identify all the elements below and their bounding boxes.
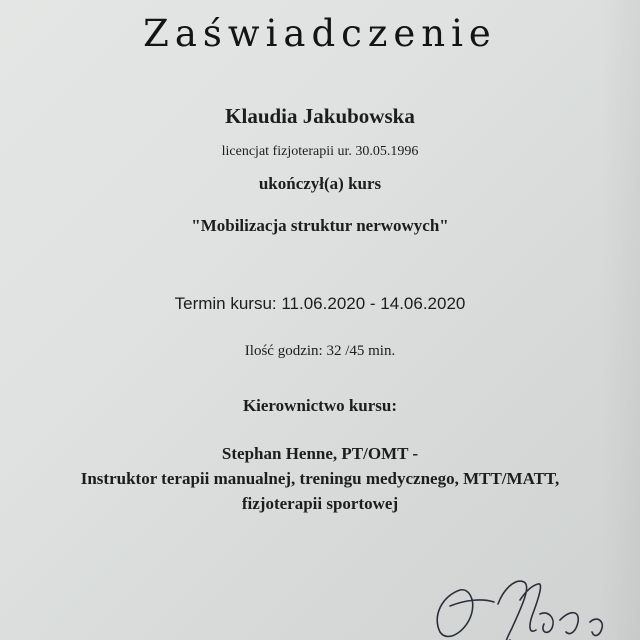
course-title: "Mobilizacja struktur nerwowych"	[191, 216, 449, 235]
signature-icon	[420, 570, 640, 640]
course-hours: Ilość godzin: 32 /45 min.	[244, 343, 396, 359]
instructor-line: Stephan Henne, PT/OMT -	[221, 444, 419, 463]
completed-line: ukończył(a) kurs	[258, 174, 382, 193]
recipient-name: Klaudia Jakubowska	[225, 104, 415, 128]
license-line: licencjat fizjoterapii ur. 30.05.1996	[221, 144, 419, 159]
paper-shading	[600, 0, 640, 640]
management-heading: Kierownictwo kursu:	[242, 396, 398, 415]
instructor-line: fizjoterapii sportowej	[241, 494, 399, 513]
certificate-title: Zaświadczenie	[143, 12, 497, 55]
course-dates: Termin kursu: 11.06.2020 - 14.06.2020	[174, 294, 466, 313]
instructor-line: Instruktor terapii manualnej, treningu medycznego, MTT/MATT,	[80, 469, 560, 488]
